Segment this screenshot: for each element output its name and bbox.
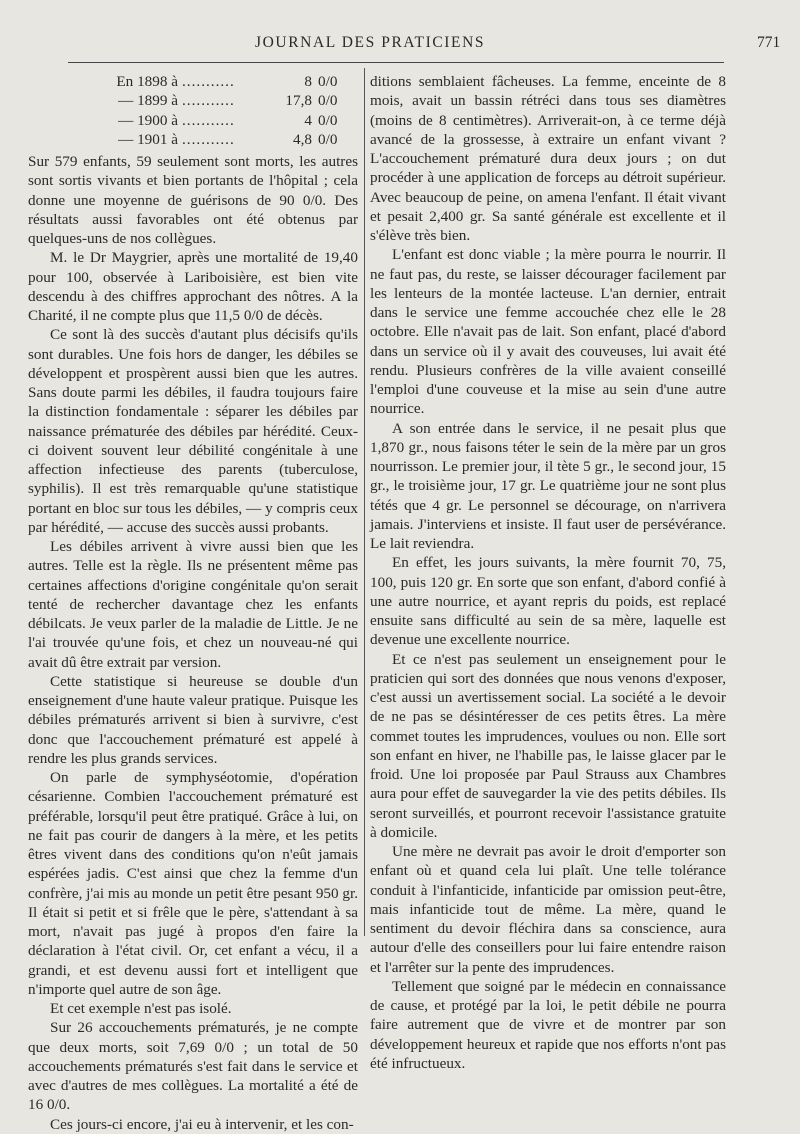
stats-year: En 1898 à (116, 73, 178, 90)
stats-value: 17,8 (285, 92, 312, 110)
paragraph: L'enfant est donc viable ; la mère pourra le nourrir. Il ne faut pas, du reste, se laisser décourager facilement par les lenteurs de la montée lacteuse. L'an dernier, entrait dans le service une femme accouchée chez elle le 28 octobre. Elle n'avait pas de lait. Son enfant, placé d'abord dans un service où il y avait des couveuses, lui avait été rendu. Plusieurs confrères de la ville avaient conseillé l'emploi d'une couveuse et la mise au sein d'une autre nourrice. (370, 246, 726, 418)
stats-row (28, 111, 358, 130)
paragraph: Sur 26 accouchements prématurés, je ne compte que deux morts, soit 7,69 0/0 ; un total de 50 accouchements prématurés s'est fait dans le service et avec d'autres de mes collègues. La mortalité a été de 16 0/0. (28, 1019, 358, 1114)
paragraph: Ces jours-ci encore, j'ai eu à intervenir, et les con- (50, 1115, 354, 1133)
paragraph: Et ce n'est pas seulement un enseignement pour le praticien qui sort des données que nous venons d'exposer, c'est aussi un avertissement social. La société a le devoir de ne pas se désintéresser de ces petits êtres. La mère commet toutes les imprudences, voulues ou non. Elle sort son enfant en hiver, ne l'habille pas, le laisse glacer par le froid. Une loi proposée par Paul Strauss aux Chambres aura pour effet de sauvegarder la vie des petits débiles. Ils seront surveillés, et pourront recevoir l'assistance gratuite à domicile. (370, 650, 726, 841)
paragraph: Sur 579 enfants, 59 seulement sont morts, les autres sont sortis vivants et bien portants de l'hôpital ; cela donne une moyenne de guérisons de 90 0/0. Des résultats aussi favorables ont été obtenus par quelques-uns de nos collègues. (28, 153, 358, 247)
paragraph: Les débiles arrivent à vivre aussi bien que les autres. Telle est la règle. Ils ne présentent même pas certaines affections d'origine congénitale qu'on serait tenté de rechercher davantage chez les enfants débilcats. Je veux parler de la maladie de Little. Je ne l'ai trouvée qu'une fois, et chez un nouveau-né qui avait dû être extrait par version. (28, 538, 358, 671)
stats-year: — 1901 à (118, 130, 178, 148)
paragraph: Ce sont là des succès d'autant plus décisifs qu'ils sont durables. Une fois hors de danger, les débiles se développent et prospèrent aussi bien que les autres. Sans doute parmi les débiles, il faudra toujours faire la distinction fondamentale : séparer les débiles par naissance prématurée des débiles par hérédité. Ceux-ci doivent souvent leur débilité congénitale à une affection infectieuse des parents (tuberculose, syphilis). Il est très remarquable qu'une statistique portant en bloc sur tous les débiles, — y compris ceux par hérédité, — accuse des succès aussi probants. (28, 326, 358, 536)
page-number: 771 (757, 34, 781, 51)
running-header (0, 34, 800, 58)
stats-value: 8 (304, 73, 312, 90)
paragraph: Tellement que soigné par le médecin en connaissance de cause, et protégé par la loi, le petit débile ne pourra faire autrement que de vivre et de montrer par son développement heureux et rapide que nos efforts n'ont pas été infructueux. (370, 977, 726, 1072)
paragraph: On parle de symphyséotomie, d'opération césarienne. Combien l'accouchement prématuré est préférable, lorsqu'il peut être pratiqué. Grâce à lui, on ne fait pas courir de dangers à la mère, et les petits êtres vivent dans des conditions qu'on n'eût jamais espérées jadis. C'est ainsi que chez la femme d'un confrère, j'ai mis au monde un petit être pesant 950 gr. Il était si petit et si frêle que le père, s'attendant à sa mort, n'avait pas jugé à propos d'en faire la déclaration à l'état civil. Or, cet enfant a vécu, il a grandi, et est devenu aussi fort et intelligent que n'importe quel autre de son âge. (28, 769, 359, 998)
paragraph: Cette statistique si heureuse se double d'un enseignement d'une haute valeur pratique. Puisque les débiles prématurés arrivent si bien à survivre, c'est donc que l'accouchement prématuré est appelé à rendre les plus grands services. (28, 672, 358, 767)
stats-row (28, 91, 358, 110)
paragraph: M. le Dr Maygrier, après une mortalité de 19,40 pour 100, observée à Lariboisière, est bien vite descendu à des chiffres approchant des nôtres. A la Charité, il ne compte plus que 11,5 0/0 de décès. (28, 249, 358, 324)
mortality-table (28, 72, 358, 149)
stats-year: — 1899 à (118, 92, 178, 110)
paragraph: Une mère ne devrait pas avoir le droit d'emporter son enfant où et quand cela lui plaît. Une telle tolérance conduit à l'infanticide, infanticide par omission peut-être, mais infanticide tout de même. La mère, quand le sentiment du devoir fléchira dans sa conscience, aura autour d'elle des conseillers pour lui faire entendre raison et l'arrêter sur la pente des imprudences. (370, 843, 726, 976)
stats-row (28, 72, 358, 91)
stats-leader: ........... (182, 130, 235, 148)
left-column (28, 72, 358, 1134)
column-divider (364, 68, 365, 936)
stats-unit: 0/0 (318, 73, 338, 90)
paragraph: ditions semblaient fâcheuses. La femme, enceinte de 8 mois, avait un bassin rétréci dans tous ses diamètres (moins de 8 centimètres). Arriverait-on, à ce terme déjà avancé de la grossesse, à extraire un enfant vivant ? L'accouchement prématuré dura deux jours ; on dut procéder à une application de forceps au détroit supérieur. Avec beaucoup de peine, on amena l'enfant. Il était vivant et pesait 2,400 gr. Sa santé générale est excellente et il s'élève très bien. (370, 73, 726, 244)
stats-leader: ........... (182, 111, 235, 129)
stats-unit: 0/0 (318, 111, 338, 129)
stats-year: — 1900 à (118, 111, 178, 129)
paragraph: En effet, les jours suivants, la mère fournit 70, 75, 100, puis 120 gr. En sorte que son enfant, d'abord confié à une autre nourrice, et ayant repris du poids, est replacé ensuite sans difficulté au sein de sa mère, laquelle est devenue une excellente nourrice. (370, 554, 726, 649)
paragraph: A son entrée dans le service, il ne pesait plus que 1,870 gr., nous faisons téter le sein de la mère par un gros nourrisson. Le premier jour, il tète 5 gr., le second jour, 15 gr., le troisième jour, 17 gr. Le quatrième jour ne sont plus tétés que 4 gr. Le personnel se décourage, on n'arrivera jamais. J'interviens et insiste. Il faut user de persévérance. Le lait reviendra. (370, 419, 726, 552)
stats-unit: 0/0 (318, 92, 338, 110)
stats-value: 4 (304, 111, 312, 129)
stats-value: 4,8 (293, 130, 312, 148)
stats-row (28, 130, 358, 149)
stats-leader: ........... (182, 92, 235, 110)
paragraph: Et cet exemple n'est pas isolé. (50, 1000, 232, 1017)
stats-unit: 0/0 (318, 130, 338, 148)
stats-leader: ........... (182, 73, 235, 90)
right-column (370, 72, 726, 1073)
header-rule (68, 62, 724, 63)
journal-title: JOURNAL DES PRATICIENS (255, 34, 486, 51)
